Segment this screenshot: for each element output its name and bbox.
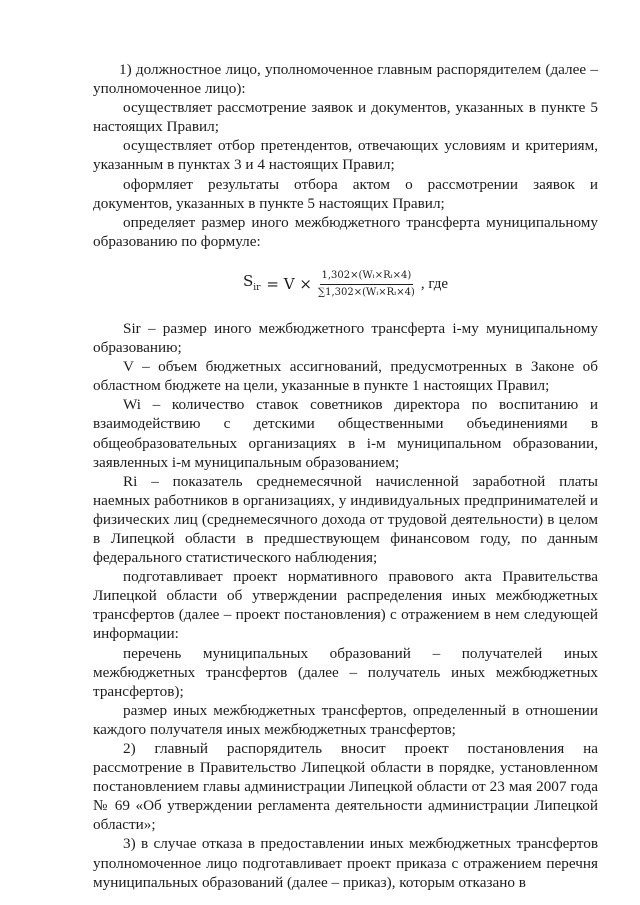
formula-tail: , где — [420, 276, 449, 293]
formula-denominator: ∑1,302×(Wᵢ×Rᵢ×4) — [317, 287, 415, 299]
formula-fraction — [316, 270, 417, 299]
formula-lhs: $S_{ir}$ — [242, 271, 261, 293]
paragraph-review-applications: осуществляет рассмотрение заявок и документов, указанных в пункте 5 настоящих Правил; — [93, 99, 598, 136]
definition-v: V – объем бюджетных ассигнований, предусмотренных в Законе об областном бюджете на цели, указанные в пункте 1 настоящих Правил; — [93, 358, 598, 395]
paragraph-submit-draft: 2) главный распорядитель вносит проект постановления на рассмотрение в Правительство Липецкой области в порядке, установленном постановлением главы администрации Липецкой области от 23 мая 2007 года № 69 «Об утверждении регламента деятельности администрации Липецкой области»; — [93, 740, 598, 834]
paragraph-determine-amount: определяет размер иного межбюджетного трансферта муниципальному образованию по формуле: — [93, 213, 598, 250]
paragraph-prepare-draft-act: подготавливает проект нормативного правового акта Правительства Липецкой области об утверждении распределения иных межбюджетных трансфертов (далее – проект постановления) с отражением в нем следующей информации: — [93, 568, 598, 643]
paragraph-record-results: оформляет результаты отбора актом о рассмотрении заявок и документов, указанных в пункте 5 настоящих Правил; — [93, 175, 598, 212]
formula-numerator: 1,302×(Wᵢ×Rᵢ×4) — [320, 270, 414, 285]
paragraph-transfer-size: размер иных межбюджетных трансфертов, определенный в отношении каждого получателя иных межбюджетных трансфертов; — [93, 701, 598, 738]
definition-ri: Ri – показатель среднемесячной начисленной заработной платы наемных работников в организациях, у индивидуальных предпринимателей и физических лиц (среднемесячного дохода от трудовой деятельности) в целом в Липецкой области в предшествующем финансовом году, по данным федерального статистического наблюдения; — [93, 472, 598, 567]
paragraph-select-candidates: осуществляет отбор претендентов, отвечающих условиям и критериям, указанным в пунктах 3 и 4 настоящих Правил; — [93, 137, 598, 174]
paragraph-authorized-person: 1) должностное лицо, уполномоченное главным распорядителем (далее – уполномоченное лицо): — [93, 61, 598, 98]
definition-wi: Wi – количество ставок советников директора по воспитанию и взаимодействию с детскими общественными объединениями в общеобразовательных организациях в i-м муниципальном образовании, заявленных i-м муниципальным образованием; — [93, 396, 598, 471]
definition-sir: Sir – размер иного межбюджетного трансферта i-му муниципальному образованию; — [93, 319, 598, 357]
transfer-formula — [93, 265, 598, 305]
formula-equals-factor: = V × — [266, 275, 312, 294]
paragraph-recipient-list: перечень муниципальных образований – получателей иных межбюджетных трансфертов (далее – получатель иных межбюджетных трансфертов); — [93, 644, 598, 700]
paragraph-refusal-order: 3) в случае отказа в предоставлении иных межбюджетных трансфертов уполномоченное лицо подготавливает проект приказа с отражением перечня муниципальных образований (далее – приказ), которым отказано в — [93, 835, 598, 891]
